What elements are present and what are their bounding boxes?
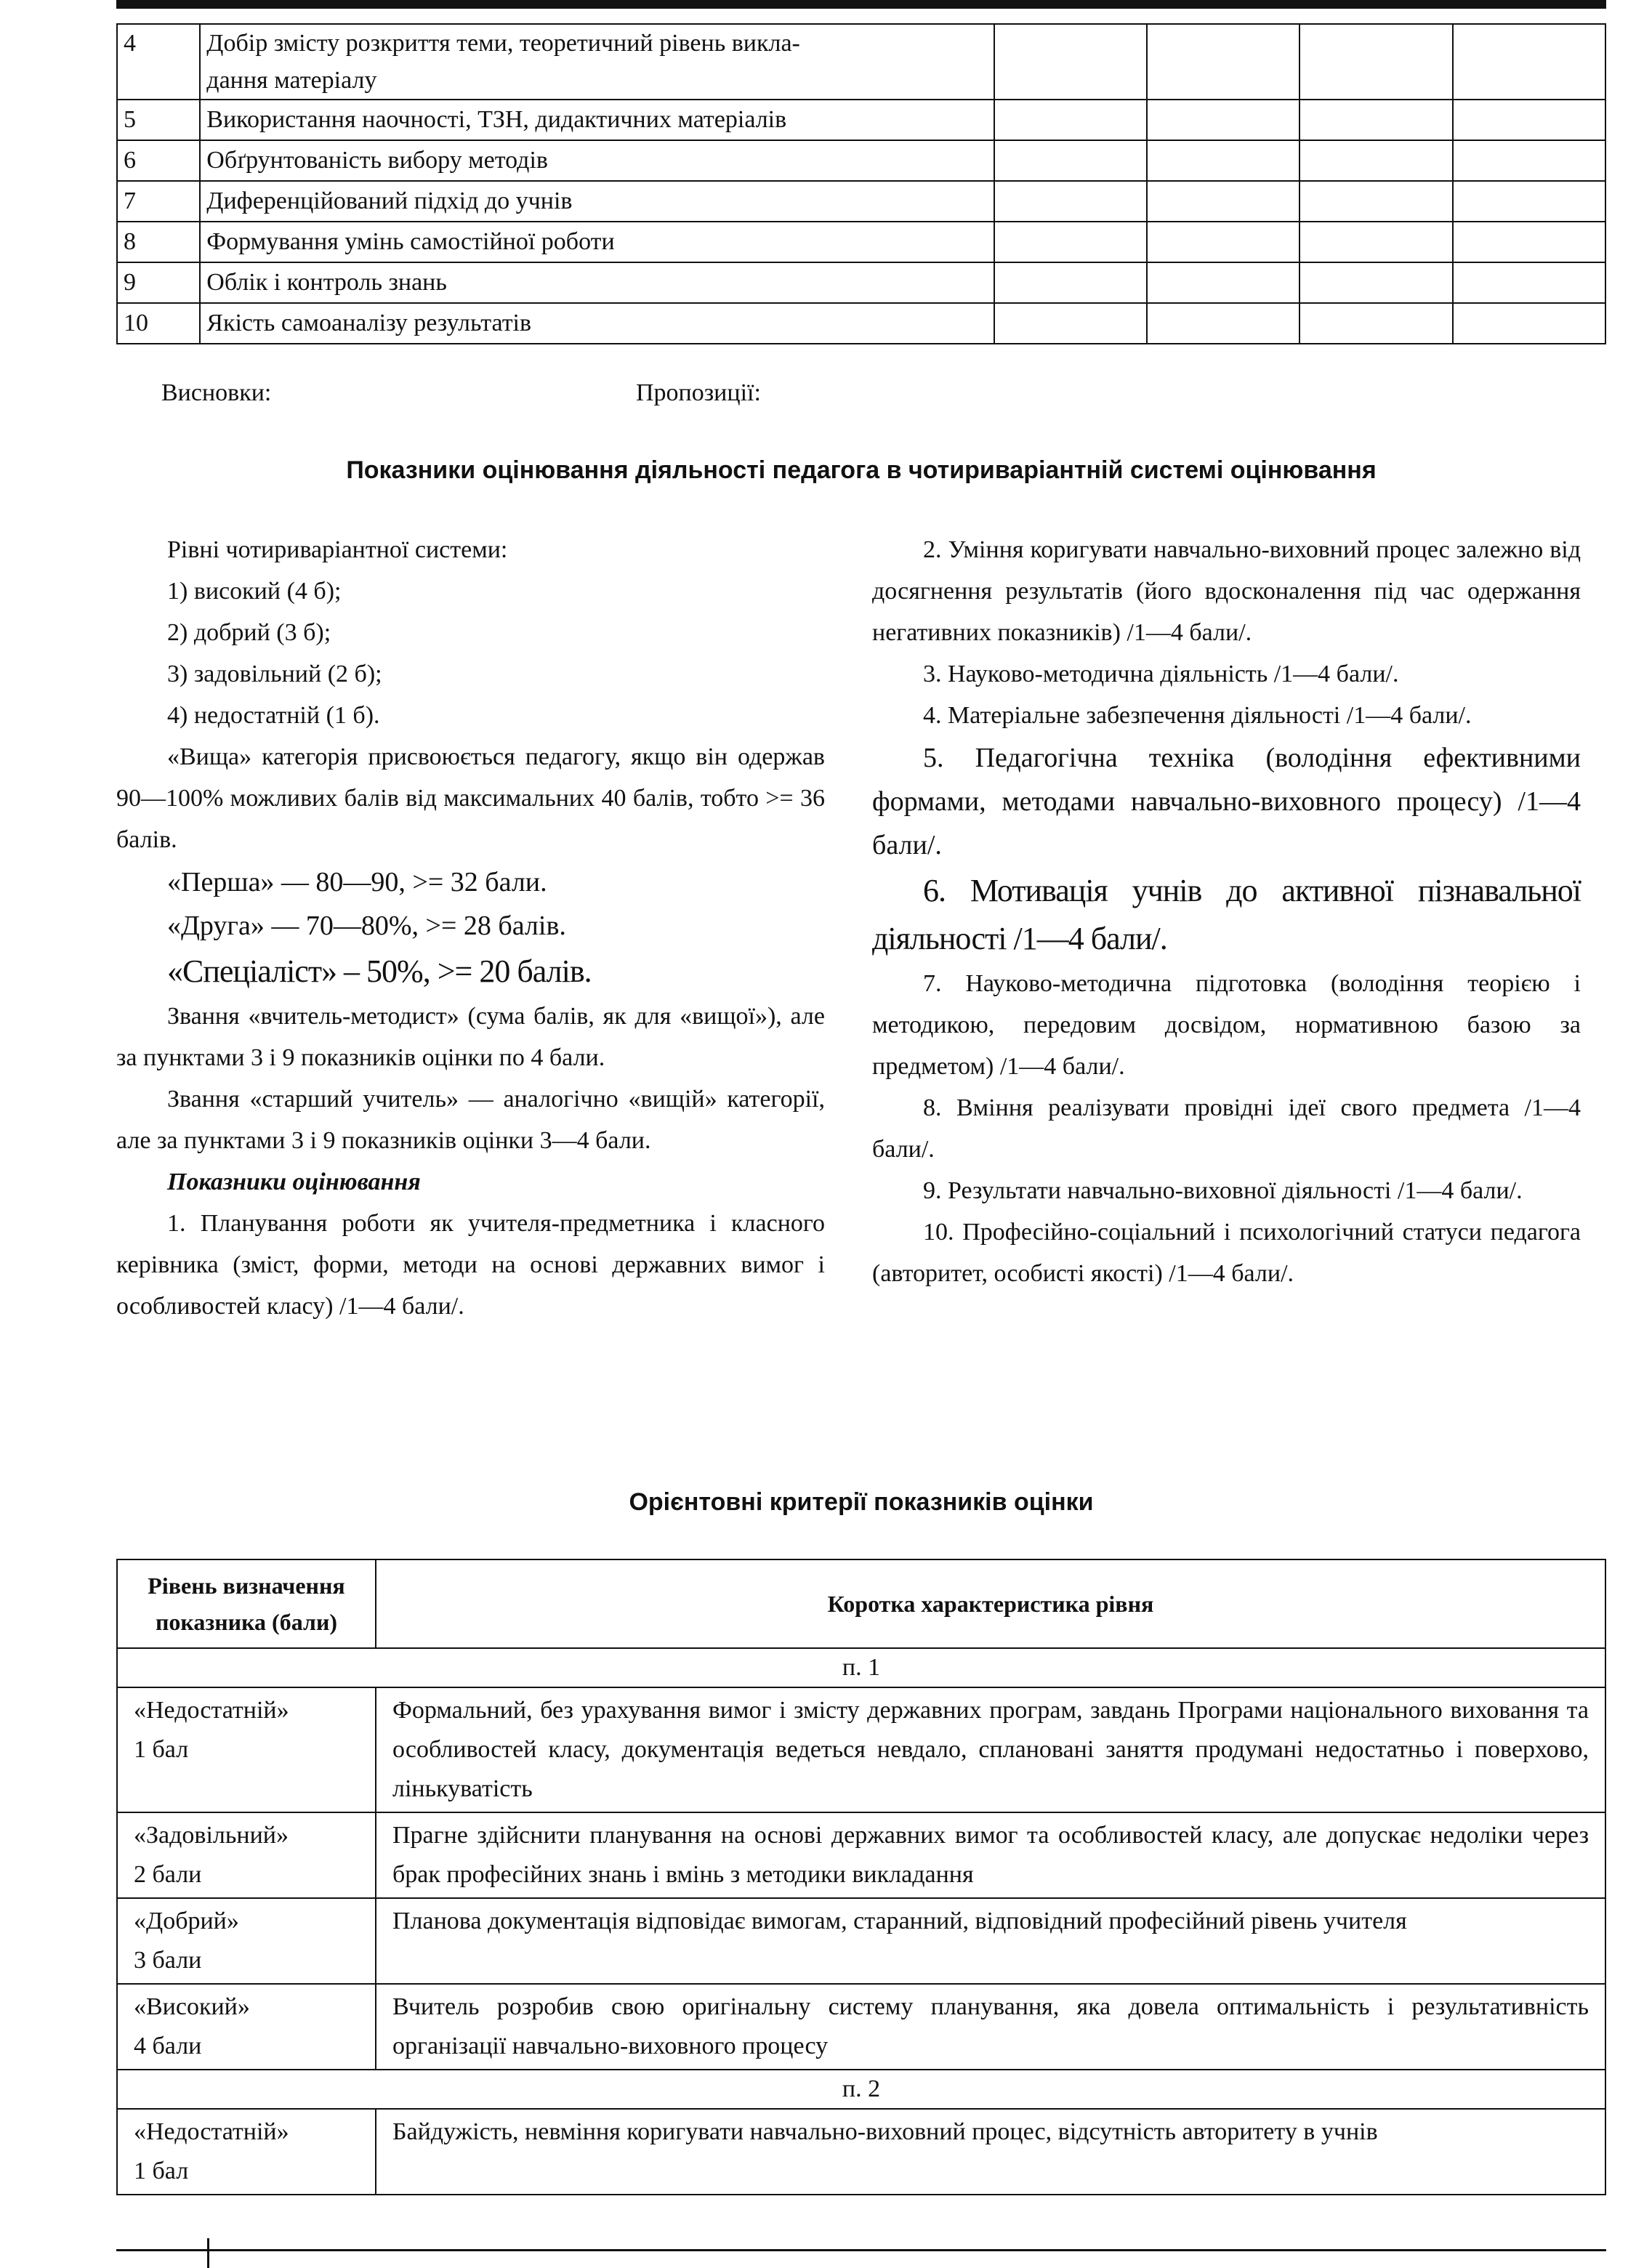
indicator-item: 7. Науково-методична підготовка (володіння теорією і методикою, передовим досвідом, нормативною базою за предметом) /1—4 бали/. bbox=[872, 970, 1581, 1080]
score-cell bbox=[1147, 181, 1299, 222]
row-number: 9 bbox=[117, 262, 200, 303]
description-cell: Прагне здійснити планування на основі державних вимог та особливостей класу, але допускає недоліки через брак професійних знань і вмінь з методики викладання bbox=[376, 1812, 1605, 1898]
paragraph-senior-teacher: Звання «старший учитель» — аналогічно «вищій» категорії, але за пунктами 3 і 9 показників оцінки 3—4 бали. bbox=[116, 1086, 825, 1154]
score-cell bbox=[1453, 303, 1605, 344]
left-column bbox=[116, 529, 825, 1327]
level-item: 3) задовільний (2 б); bbox=[167, 661, 382, 687]
paragraph-methodist: Звання «вчитель-методист» (сума балів, як для «вищої»), але за пунктами 3 і 9 показників оцінки по 4 бали. bbox=[116, 1003, 825, 1071]
level-cell: «Задовільний» 2 бали bbox=[117, 1812, 376, 1898]
table-row bbox=[117, 303, 1605, 344]
score-cell bbox=[1299, 303, 1452, 344]
row-number: 6 bbox=[117, 140, 200, 181]
level-item: 2) добрий (3 б); bbox=[167, 619, 331, 646]
table-row bbox=[117, 100, 1605, 140]
score-cell bbox=[1299, 222, 1452, 262]
description-cell: Планова документація відповідає вимогам, старанний, відповідний професійний рівень учителя bbox=[376, 1898, 1605, 1984]
table-row bbox=[117, 181, 1605, 222]
score-cell bbox=[1453, 262, 1605, 303]
table-row bbox=[117, 1812, 1605, 1898]
top-rule bbox=[116, 0, 1606, 9]
indicator-item: 8. Вміння реалізувати провідні ідеї свого предмета /1—4 бали/. bbox=[872, 1094, 1581, 1163]
row-criterion: Використання наочності, ТЗН, дидактичних матеріалів bbox=[200, 100, 994, 140]
row-criterion: Добір змісту розкриття теми, теоретичний рівень викла- дання матеріалу bbox=[200, 24, 994, 100]
score-cell bbox=[1147, 303, 1299, 344]
evaluation-criteria-table bbox=[116, 23, 1606, 344]
indicator-item: 4. Матеріальне забезпечення діяльності /1—4 бали/. bbox=[923, 702, 1472, 729]
proposals-label: Пропозиції: bbox=[636, 379, 761, 406]
table-row bbox=[117, 2109, 1605, 2195]
bottom-rule bbox=[116, 2249, 1606, 2251]
row-criterion: Обґрунтованість вибору методів bbox=[200, 140, 994, 181]
level-cell: «Недостатній» 1 бал bbox=[117, 2109, 376, 2195]
indicators-heading: Показники оцінювання bbox=[167, 1169, 421, 1195]
row-number: 7 bbox=[117, 181, 200, 222]
section-title-criteria: Орієнтовні критерії показників оцінки bbox=[629, 1488, 1094, 1516]
row-number: 10 bbox=[117, 303, 200, 344]
level-item: 4) недостатній (1 б). bbox=[167, 702, 380, 729]
table-row bbox=[117, 1687, 1605, 1812]
level-item: 1) високий (4 б); bbox=[167, 578, 342, 605]
indicator-item: 6. Мотивація учнів до активної пізнавальної діяльності /1—4 бали/. bbox=[872, 873, 1581, 956]
score-cell bbox=[1299, 24, 1452, 100]
score-cell bbox=[1147, 24, 1299, 100]
row-number: 5 bbox=[117, 100, 200, 140]
conclusions-label: Висновки: bbox=[161, 379, 272, 406]
row-criterion: Облік і контроль знань bbox=[200, 262, 994, 303]
row-criterion: Формування умінь самостійної роботи bbox=[200, 222, 994, 262]
indicator-item: 9. Результати навчально-виховної діяльності /1—4 бали/. bbox=[923, 1177, 1523, 1204]
score-cell bbox=[994, 24, 1147, 100]
score-cell bbox=[994, 181, 1147, 222]
row-number: 4 bbox=[117, 24, 200, 100]
score-cell bbox=[1453, 181, 1605, 222]
score-cell bbox=[1299, 181, 1452, 222]
table-row bbox=[117, 262, 1605, 303]
header-description: Коротка характеристика рівня bbox=[376, 1559, 1605, 1648]
indicator-item: 1. Планування роботи як учителя-предметника і класного керівника (зміст, форми, методи на основі державних вимог і особливостей класу) /1—4 бали/. bbox=[116, 1210, 825, 1320]
row-criterion: Якість самоаналізу результатів bbox=[200, 303, 994, 344]
section-label: п. 2 bbox=[117, 2070, 1605, 2109]
score-cell bbox=[994, 303, 1147, 344]
section-title-indicators: Показники оцінювання діяльності педагога в чотириваріантній системі оцінювання bbox=[346, 456, 1377, 484]
levels-intro: Рівні чотириваріантної системи: bbox=[167, 536, 508, 563]
description-cell: Вчитель розробив свою оригінальну систему планування, яка довела оптимальність і результативність організації навчально-виховного процесу bbox=[376, 1984, 1605, 2070]
score-cell bbox=[994, 222, 1147, 262]
score-cell bbox=[994, 100, 1147, 140]
score-cell bbox=[994, 262, 1147, 303]
header-level: Рівень визначення показника (бали) bbox=[117, 1559, 376, 1648]
level-cell: «Недостатній» 1 бал bbox=[117, 1687, 376, 1812]
score-cell bbox=[1147, 222, 1299, 262]
page-number-divider bbox=[207, 2238, 209, 2268]
score-cell bbox=[1299, 140, 1452, 181]
row-criterion: Диференційований підхід до учнів bbox=[200, 181, 994, 222]
section-label: п. 1 bbox=[117, 1648, 1605, 1687]
score-cell bbox=[1453, 100, 1605, 140]
table-header-row bbox=[117, 1559, 1605, 1648]
section-row bbox=[117, 1648, 1605, 1687]
score-cell bbox=[1147, 262, 1299, 303]
table-row bbox=[117, 140, 1605, 181]
score-cell bbox=[1299, 100, 1452, 140]
indicator-item: 2. Уміння коригувати навчально-виховний процес залежно від досягнення результатів (його вдосконалення під час одержання негативних показників) /1—4 бали/. bbox=[872, 536, 1581, 646]
score-cell bbox=[1453, 24, 1605, 100]
level-cell: «Високий» 4 бали bbox=[117, 1984, 376, 2070]
paragraph-highest-category: «Вища» категорія присвоюється педагогу, якщо він одержав 90—100% можливих балів від максимальних 40 балів, тобто >= 36 балів. bbox=[116, 743, 825, 853]
level-criteria-table bbox=[116, 1559, 1606, 2195]
row-number: 8 bbox=[117, 222, 200, 262]
right-column bbox=[872, 529, 1581, 1294]
description-cell: Формальний, без урахування вимог і змісту державних програм, завдань Програми національного виховання та особливостей класу, документація ведеться невдало, сплановані заняття продумані недостатньо і поверхово, лінькуватість bbox=[376, 1687, 1605, 1812]
description-cell: Байдужість, невміння коригувати навчально-виховний процес, відсутність авторитету в учнів bbox=[376, 2109, 1605, 2195]
score-cell bbox=[1147, 100, 1299, 140]
score-cell bbox=[1147, 140, 1299, 181]
paragraph-second-category: «Друга» — 70—80%, >= 28 балів. bbox=[167, 911, 566, 941]
table-row bbox=[117, 1984, 1605, 2070]
paragraph-first-category: «Перша» — 80—90, >= 32 бали. bbox=[167, 867, 547, 897]
indicator-item: 5. Педагогічна техніка (володіння ефективними формами, методами навчально-виховного процесу) /1—4 бали/. bbox=[872, 743, 1581, 860]
level-cell: «Добрий» 3 бали bbox=[117, 1898, 376, 1984]
indicator-item: 10. Професійно-соціальний і психологічний статуси педагога (авторитет, особисті якості) /1—4 бали/. bbox=[872, 1219, 1581, 1287]
indicator-item: 3. Науково-методична діяльність /1—4 бали/. bbox=[923, 661, 1399, 687]
table-row bbox=[117, 1898, 1605, 1984]
paragraph-specialist: «Спеціаліст» – 50%, >= 20 балів. bbox=[167, 953, 592, 989]
table-row bbox=[117, 222, 1605, 262]
table-row bbox=[117, 24, 1605, 100]
score-cell bbox=[994, 140, 1147, 181]
score-cell bbox=[1453, 222, 1605, 262]
score-cell bbox=[1299, 262, 1452, 303]
section-row bbox=[117, 2070, 1605, 2109]
score-cell bbox=[1453, 140, 1605, 181]
